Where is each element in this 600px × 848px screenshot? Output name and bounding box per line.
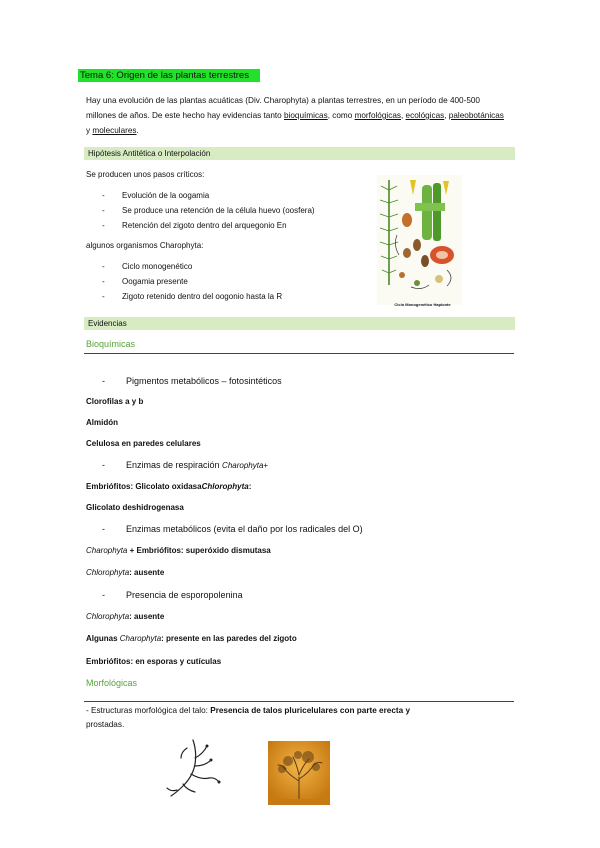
text-line: Almidón	[86, 418, 118, 427]
link-paleobotanicas[interactable]: paleobotánicas	[448, 111, 504, 120]
divider	[84, 353, 514, 354]
subheading-morfologicas: Morfológicas	[86, 678, 138, 688]
text-line: prostadas.	[86, 720, 125, 729]
page-title: Tema 6: Origen de las plantas terrestres	[78, 69, 260, 82]
intro-text: .	[136, 126, 139, 135]
intro-text: ,	[400, 111, 406, 120]
text-line: Clorofilas a y b	[86, 397, 144, 406]
subheading-bioquimicas: Bioquímicas	[86, 339, 136, 349]
intro-paragraph	[86, 93, 506, 138]
list-item: - Pigmentos metabólicos – fotosintéticos	[102, 376, 282, 386]
thallus-sketch-illustration	[163, 738, 225, 800]
erect-thallus-photo	[268, 741, 330, 805]
link-bioquimicas[interactable]: bioquímicas	[284, 111, 328, 120]
list-item: - Enzimas de respiración Charophyta+	[102, 460, 269, 470]
section-heading-hipotesis: Hipótesis Antitética o Interpolación	[84, 147, 515, 160]
list-item: - Ciclo monogenético	[102, 262, 193, 271]
section1-lead2: algunos organismos Charophyta:	[86, 241, 204, 250]
text-line: Glicolato deshidrogenasa	[86, 503, 184, 512]
list-item: - Presencia de esporopolenina	[102, 590, 243, 600]
list-item: - Enzimas metabólicos (evita el daño por los radicales del O)	[102, 524, 363, 534]
intro-text: Hay una evolución de las plantas acuáticas (Div. Charophyta) a plantas terrestres, en un período de 400-500 millones de años. De este hecho hay evidencias tanto	[86, 96, 480, 120]
list-item: - Zigoto retenido dentro del oogonio hasta la R	[102, 292, 283, 301]
figure-caption: Ciclo Monogenético Haplonte	[394, 302, 451, 307]
text-line: Charophyta + Embriófitos: superóxido dismutasa	[86, 546, 271, 555]
text-line: Celulosa en paredes celulares	[86, 439, 201, 448]
text-line: Embriófitos: Glicolato oxidasaChlorophyta:	[86, 482, 252, 491]
link-ecologicas[interactable]: ecológicas	[405, 111, 445, 120]
list-item: - Evolución de la oogamia	[102, 191, 210, 200]
section-heading-evidencias: Evidencias	[84, 317, 515, 330]
divider	[84, 701, 514, 702]
intro-text: ,	[444, 111, 449, 120]
text-line: Algunas Charophyta: presente en las paredes del zigoto	[86, 634, 297, 643]
list-item: - Retención del zigoto dentro del arquegonio En	[102, 221, 287, 230]
link-morfologicas[interactable]: morfológicas	[354, 111, 401, 120]
text-line: - Estructuras morfológica del talo: Presencia de talos pluricelulares con parte erecta y	[86, 706, 411, 715]
intro-text: y	[86, 126, 93, 135]
intro-text: , como	[327, 111, 355, 120]
link-moleculares[interactable]: moleculares	[92, 126, 137, 135]
text-line: Chlorophyta: ausente	[86, 568, 165, 577]
text-line: Chlorophyta: ausente	[86, 612, 165, 621]
text-line: Embriófitos: en esporas y cutículas	[86, 657, 222, 666]
section1-lead: Se producen unos pasos críticos:	[86, 170, 205, 179]
charophyta-life-cycle-illustration	[377, 175, 462, 305]
list-item: - Se produce una retención de la célula huevo (oosfera)	[102, 206, 315, 215]
list-item: - Oogamia presente	[102, 277, 188, 286]
